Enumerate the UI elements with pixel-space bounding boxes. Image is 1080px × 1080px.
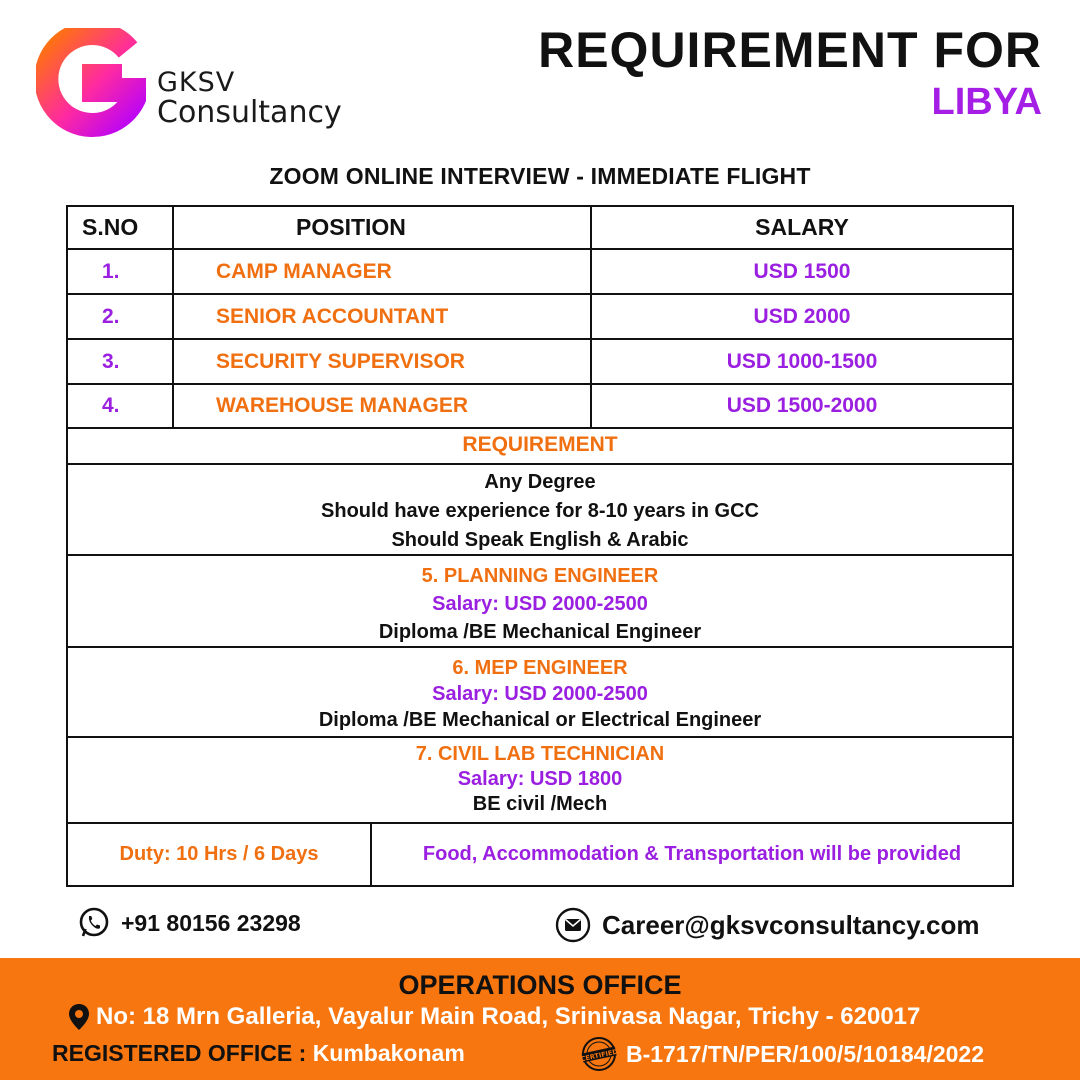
position-qualification: Diploma /BE Mechanical or Electrical Engineer: [318, 709, 762, 731]
table-row: [68, 250, 1012, 295]
position-block-mep-engineer: [68, 648, 1012, 738]
row-position: WAREHOUSE MANAGER: [174, 385, 592, 427]
email-contact: [554, 906, 979, 944]
position-salary: Salary: USD 2000-2500: [432, 593, 648, 615]
interview-subtitle: ZOOM ONLINE INTERVIEW - IMMEDIATE FLIGHT: [269, 163, 811, 189]
requirement-details: [68, 465, 1012, 556]
mail-icon: [554, 906, 592, 944]
requirement-title-row: [68, 429, 1012, 465]
license-number-text: B-1717/TN/PER/100/5/10184/2022: [626, 1040, 985, 1067]
row-sno: 3.: [68, 340, 174, 383]
brand-name-line2: Consultancy: [157, 95, 342, 130]
office-address-text: No: 18 Mrn Galleria, Vayalur Main Road, Srinivasa Nagar, Trichy - 620017: [96, 1003, 921, 1030]
position-block-civil-lab-technician: [68, 738, 1012, 824]
headline: [538, 20, 1042, 124]
row-salary: USD 1500-2000: [726, 394, 878, 417]
row-sno: 2.: [68, 295, 174, 338]
registered-office: [52, 1040, 465, 1067]
row-position: CAMP MANAGER: [174, 250, 592, 293]
row-salary: USD 1500: [753, 259, 851, 283]
office-band: [0, 958, 1080, 1080]
requirement-line: Should have experience for 8-10 years in GCC: [321, 500, 759, 522]
license-number: [578, 1036, 984, 1072]
stamp-text: CERTIFIED: [580, 1047, 619, 1064]
operations-office-title: OPERATIONS OFFICE: [398, 970, 682, 1000]
conditions-row: [68, 824, 1012, 885]
row-salary: USD 2000: [753, 304, 851, 328]
office-address: [68, 1003, 920, 1031]
row-sno: 4.: [68, 385, 174, 427]
brand-name: [157, 68, 342, 128]
table-row: [68, 385, 1012, 429]
headline-country: LIBYA: [931, 81, 1042, 123]
location-pin-icon: [68, 1003, 90, 1031]
email-address: Career@gksvconsultancy.com: [602, 909, 980, 940]
job-table: [66, 205, 1014, 887]
gksv-logo-icon: [36, 28, 146, 138]
position-qualification: Diploma /BE Mechanical Engineer: [378, 621, 702, 643]
position-title: 7. CIVIL LAB TECHNICIAN: [415, 743, 665, 765]
table-header-row: [68, 207, 1012, 250]
requirement-line: Any Degree: [484, 471, 596, 493]
position-salary: Salary: USD 2000-2500: [432, 683, 648, 705]
header-salary: SALARY: [755, 214, 849, 240]
table-row: [68, 295, 1012, 340]
row-position: SENIOR ACCOUNTANT: [174, 295, 592, 338]
row-position: SECURITY SUPERVISOR: [174, 340, 592, 383]
headline-title: REQUIREMENT FOR: [538, 22, 1042, 78]
position-qualification: BE civil /Mech: [472, 793, 608, 815]
brand-name-line1: GKSV: [157, 67, 236, 98]
row-salary: USD 1000-1500: [726, 349, 878, 373]
header-position: POSITION: [174, 207, 592, 248]
row-sno: 1.: [68, 250, 174, 293]
requirement-title: REQUIREMENT: [462, 433, 618, 456]
table-row: [68, 340, 1012, 385]
header-sno: S.NO: [68, 207, 174, 248]
phone-number: +91 80156 23298: [121, 909, 301, 936]
duty-hours: Duty: 10 Hrs / 6 Days: [68, 824, 372, 885]
registered-office-label: REGISTERED OFFICE :: [52, 1040, 307, 1066]
registered-office-value: Kumbakonam: [312, 1040, 465, 1066]
benefits: Food, Accommodation & Transportation will be provided: [422, 843, 962, 865]
whatsapp-icon: [77, 906, 111, 940]
position-salary: Salary: USD 1800: [457, 768, 623, 790]
certified-stamp-icon: [578, 1036, 620, 1072]
requirement-line: Should Speak English & Arabic: [391, 529, 689, 551]
phone-contact: [77, 906, 301, 940]
position-title: 6. MEP ENGINEER: [452, 657, 628, 679]
position-block-planning-engineer: [68, 556, 1012, 648]
position-title: 5. PLANNING ENGINEER: [421, 565, 659, 587]
